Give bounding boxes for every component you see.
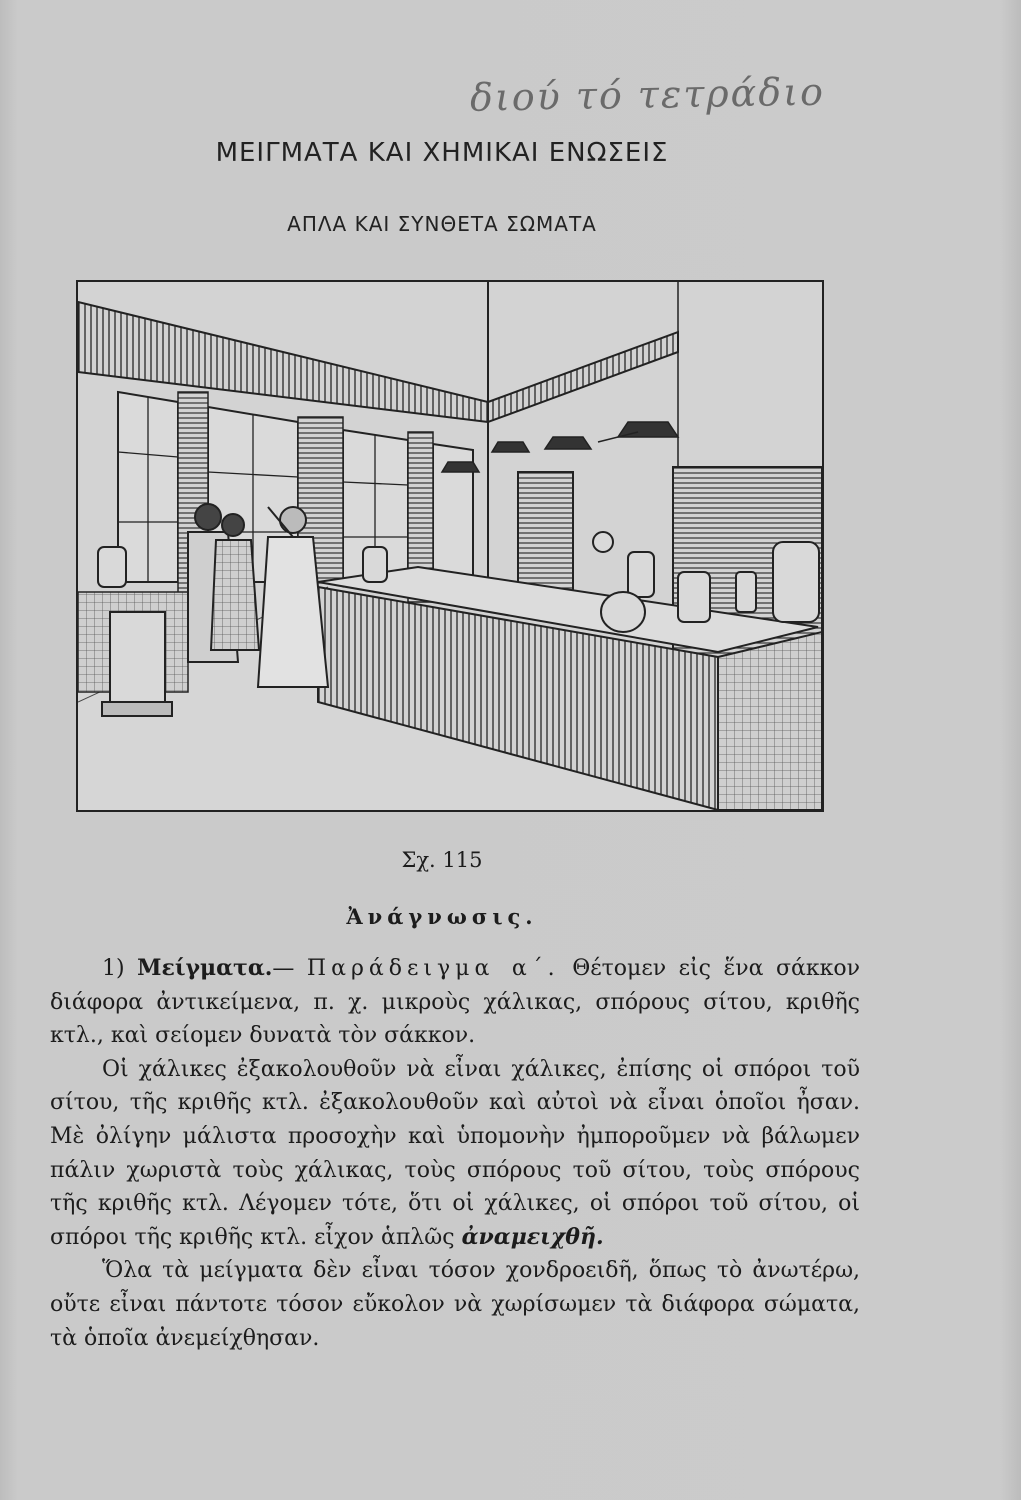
paragraph-2-text: Οἱ χάλικες ἐξακολουθοῦν νὰ εἶναι χάλικες, ἐπίσης οἱ σπόροι τοῦ σίτου, τῆς κριθῆς κτλ. ἐξακολουθοῦν καὶ αὐτοὶ νὰ εἶναι ὁποῖοι ἦσαν. Μὲ ὀλίγην μάλιστα προσοχὴν καὶ ὑπομονὴν ἠμποροῦμεν νὰ βάλωμεν πάλιν χωριστὰ τοὺς χάλικας, τοὺς σπόρους τοῦ σίτου, τοὺς σπόρους τῆς κριθῆς κτλ. Λέγομεν τότε, ὅτι οἱ χάλικες, οἱ σπόροι τοῦ σίτου, οἱ σπόροι τῆς κριθῆς κτλ. εἶχον ἁπλῶς xyxy=(50,1056,860,1250)
paragraph-2 xyxy=(50,1053,860,1255)
item-number: 1) xyxy=(102,956,125,981)
section-title: ΑΠΛΑ ΚΑΙ ΣΥΝΘΕΤΑ ΣΩΜΑΤΑ xyxy=(287,212,597,236)
paragraph-1 xyxy=(50,952,860,1053)
paragraph-3-text: Ὅλα τὰ μείγματα δὲν εἶναι τόσον χονδροειδῆ, ὅπως τὸ ἀνωτέρω, οὔτε εἶναι πάντοτε τόσον εὔκολον νὰ χωρίσωμεν τὰ διάφορα σώματα, τὰ ὁποῖα ἀνεμείχθησαν. xyxy=(50,1258,860,1351)
laboratory-drawing xyxy=(78,282,822,810)
handwritten-note: διού τό τετράδιο xyxy=(469,69,826,120)
paragraph-1-text: Θέτομεν εἰς ἕνα σάκκον διάφορα ἀντικείμενα, π. χ. μικροὺς χάλικας, σπόρους σίτου, κριθῆς κτλ., καὶ σείομεν δυνατὰ τὸν σάκκον. xyxy=(50,956,860,1049)
figure-caption: Σχ. 115 xyxy=(401,848,483,872)
paragraph-3 xyxy=(50,1254,860,1355)
reading-heading: Ἀνάγνωσις. xyxy=(346,904,538,929)
em-dash: — xyxy=(272,956,295,981)
body-text xyxy=(50,952,860,1355)
example-label: Παράδειγμα α΄. xyxy=(306,956,560,981)
chapter-title: ΜΕΙΓΜΑΤΑ ΚΑΙ ΧΗΜΙΚΑΙ ΕΝΩΣΕΙΣ xyxy=(215,138,669,168)
term-heading: Μείγματα. xyxy=(137,955,273,981)
emphasis-term: ἀναμειχθῆ. xyxy=(461,1223,604,1250)
laboratory-illustration xyxy=(76,280,824,812)
